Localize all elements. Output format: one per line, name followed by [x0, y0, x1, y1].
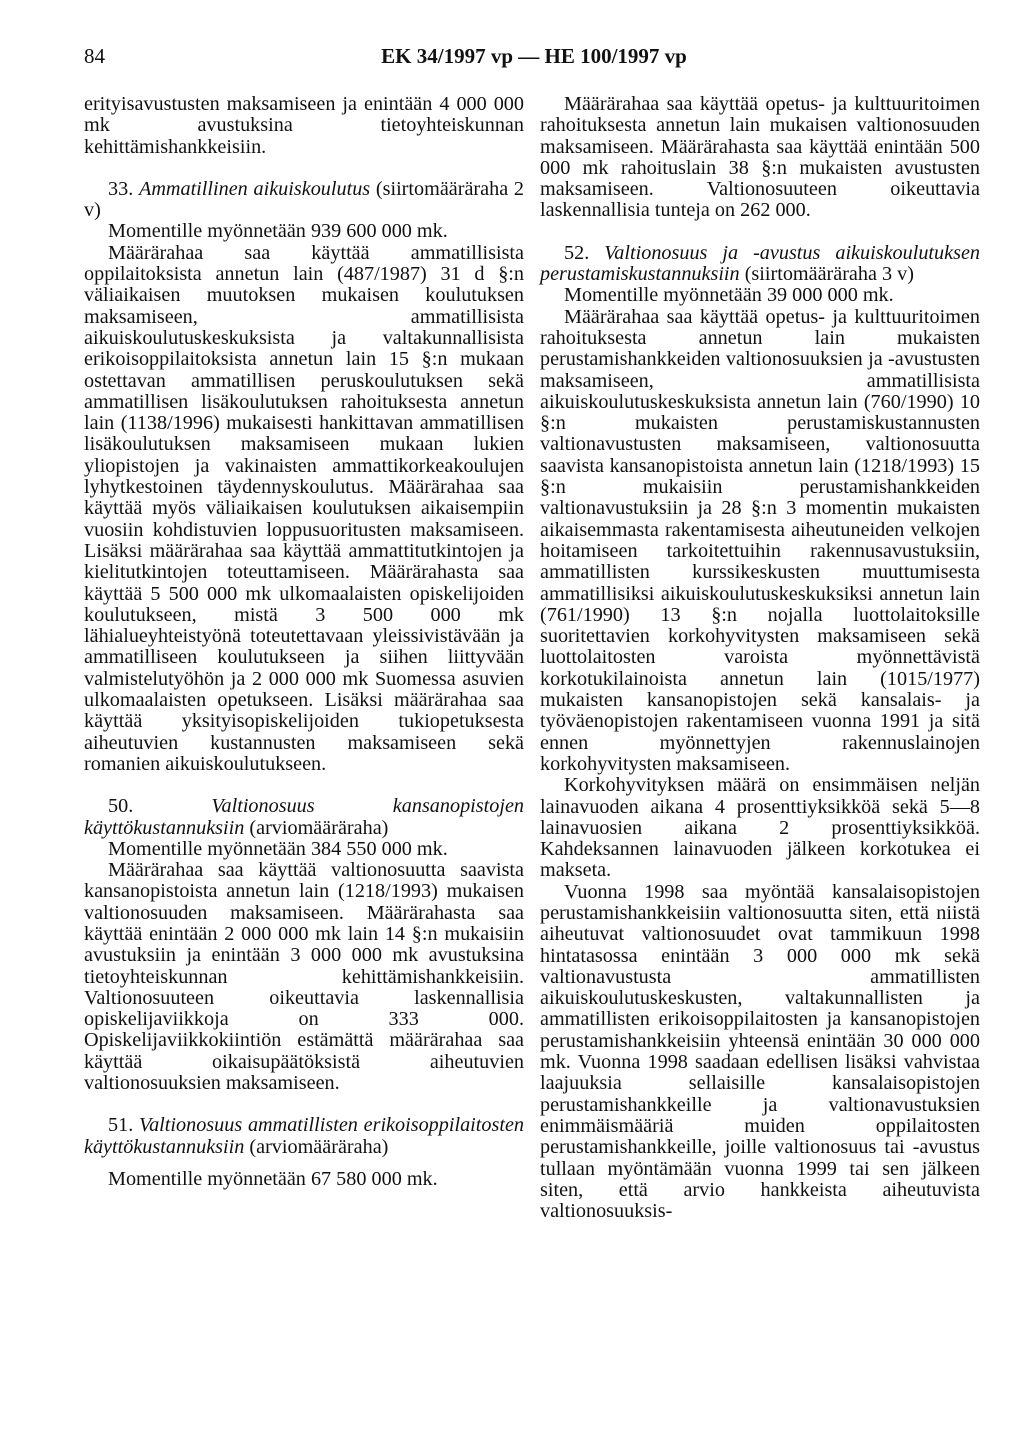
paragraph: erityisavustusten maksamiseen ja enintään 4 000 000 mk avustuksina tietoyhteiskunnan kehittämishankkeisiin. — [84, 93, 524, 158]
section-body: Määrärahaa saa käyttää valtionosuutta saavista kansanopistoista annetun lain (1218/1993) mukaisen valtionosuuden maksamiseen. Määrärahasta saa käyttää enintään 2 000 000 mk lain 14 §:n mukaisiin avustuksiin ja enintään 3 000 000 mk avustuksina tietoyhteiskunnan kehittämishankkeisiin. Valtionosuuteen oikeuttavia laskennallisia opiskelijaviikkoja on 333 000. Opiskelijaviikkokiintiön estämättä määrärahaa saa käyttää oikaisupäätöksistä aiheutuvien valtionosuuksien maksamiseen. — [84, 859, 524, 1095]
section-appropriation-type: (arviomääräraha) — [244, 816, 389, 839]
section-heading-52 — [540, 243, 980, 286]
section-number: 50. — [108, 795, 212, 818]
section-number: 33. — [108, 177, 139, 200]
running-title: EK 34/1997 vp — HE 100/1997 vp — [381, 44, 687, 68]
right-column — [540, 94, 980, 1222]
section-appropriation-type: (arviomääräraha) — [244, 1135, 389, 1158]
momentti-amount: Momentille myönnetään 384 550 000 mk. — [108, 837, 448, 860]
section-appropriation-type: (siirtomääräraha 2 v) — [84, 177, 524, 222]
section-title: Valtionosuus kansanopistojen käyttökustannuksiin — [84, 795, 525, 839]
section-body: Määrärahaa saa käyttää ammatillisista oppilaitoksista annetun lain (487/1987) 31 d §:n väliaikaisen muutoksen mukaisen koulutuksen maksamiseen, ammatillisista aikuiskoulutuskeskuksista ja valtakunnallisista erikoisoppilaitoksista annetun lain 15 §:n mukaan ostettavan ammatillisen peruskoulutuksen sekä ammatillisen lisäkoulutuksen rahoituksesta annetun lain (1138/1996) mukaisesti hankittavan ammatillisen lisäkoulutuksen maksamiseen mukaan lukien yliopistojen ja vakinaisten ammattikorkeakoulujen lyhytkestoinen täydennyskoulutus. Määrärahaa saa käyttää myös väliaikaisen koulutuksen aikaisempiin vuosiin kohdistuvien loppusuoritusten maksamiseen. Lisäksi määrärahaa saa käyttää ammattitutkintojen ja kielitutkintojen toteuttamiseen. Määrärahasta saa käyttää 5 500 000 mk ulkomaalaisten opiskelijoiden koulutukseen, mistä 3 500 000 mk lähialueyhteistyönä toteutettavaan yleissivistävään ja ammatilliseen koulutukseen ja siihen liittyvään valmistelutyöhön ja 2 000 000 mk Suomessa asuvien ulkomaalaisten opetukseen. Lisäksi määrärahaa saa käyttää yksityisopiskelijoiden tukiopetuksesta aiheutuvien kustannusten maksamiseen sekä romanien aikuiskoulutukseen. — [84, 241, 524, 775]
momentti-amount: Momentille myönnetään 939 600 000 mk. — [108, 220, 448, 243]
section-heading-51 — [84, 1115, 524, 1158]
section-title: Valtionosuus ammatillisten erikoisoppilaitosten käyttökustannuksiin — [84, 1114, 524, 1158]
section-title: Ammatillinen aikuiskoulutus — [138, 177, 371, 200]
momentti-amount: Momentille myönnetään 39 000 000 mk. — [564, 284, 894, 307]
section-body: Määrärahaa saa käyttää opetus- ja kulttuuritoimen rahoituksesta annetun lain mukaisten perustamishankkeiden valtionosuuksien ja -avustusten maksamiseen, ammatillisista aikuiskoulutuskeskuksista annetun lain (760/1990) 10 §:n mukaisten perustamiskustannusten valtionavustusten maksamiseen, valtionosuutta saavista kansanopistoista annetun lain (1218/1993) 15 §:n mukaisiin perustamishankkeiden valtionavustuksiin ja 28 §:n 3 momentin mukaisten aikaisemmasta rakentamisesta aiheutuneiden velkojen hoitamiseen tarkoitettuihin rakennusavustuksiin, ammatillisten kurssikeskusten muuttumisesta ammatillisiksi aikuiskoulutuskeskuksiksi annetun lain (761/1990) 13 §:n nojalla luottolaitoksille suoritettavien korkohyvitysten maksamiseen sekä luottolaitosten varoista myönnettävistä korkotukilainoista annetun lain (1015/1977) mukaisten kansanopistojen sekä kansalais- ja työväenopistojen rakentamiseen vuonna 1991 ja sitä ennen myönnettyjen rakennuslainojen korkohyvitysten maksamiseen. — [540, 305, 980, 775]
section-number: 51. — [108, 1114, 139, 1137]
paragraph: Korkohyvityksen määrä on ensimmäisen neljän lainavuoden aikana 4 prosenttiyksikköä sekä 5—8 lainavuosien aikana 2 prosenttiyksikköä. Kahdeksannen lainavuoden jälkeen korkotukea ei makseta. — [540, 774, 980, 882]
left-column — [84, 94, 524, 1190]
momentti-amount: Momentille myönnetään 67 580 000 mk. — [108, 1167, 438, 1190]
section-appropriation-type: (siirtomääräraha 3 v) — [739, 263, 914, 286]
page-header — [84, 44, 984, 74]
paragraph: Määrärahaa saa käyttää opetus- ja kulttuuritoimen rahoituksesta annetun lain mukaisen valtionosuuden maksamiseen. Määrärahasta saa käyttää enintään 500 000 mk rahoituslain 38 §:n mukaisten avustusten maksamiseen. Valtionosuuteen oikeuttavia laskennallisia tunteja on 262 000. — [540, 93, 980, 222]
section-heading-50 — [84, 796, 524, 839]
section-number: 52. — [564, 241, 605, 264]
paragraph: Vuonna 1998 saa myöntää kansalaisopistojen perustamishankkeisiin valtionosuutta siten, että niistä aiheutuvat valtionosuudet ovat tammikuun 1998 hintatasossa enintään 3 000 000 mk sekä valtionavustusta ammatillisten aikuiskoulutuskeskusten, valtakunnallisten ja ammatillisten erikoisoppilaitosten ja kansanopistojen perustamishankkeisiin yhteensä enintään 30 000 000 mk. Vuonna 1998 saadaan edellisen lisäksi vahvistaa laajuuksia sellaisille kansalaisopistojen perustamishankkeille ja valtionavustuksien enimmäismääriä muiden oppilaitosten perustamishankkeille, joille valtionosuus tai -avustus tullaan myöntämään vuonna 1999 tai sen jälkeen siten, että arvio hankkeista aiheutuvista valtionosuuksis- — [540, 880, 980, 1223]
section-heading-33 — [84, 179, 524, 222]
section-title: Valtionosuus ja -avustus aikuiskoulutuksen perustamiskustannuksiin — [540, 241, 980, 286]
page-number: 84 — [84, 44, 105, 68]
